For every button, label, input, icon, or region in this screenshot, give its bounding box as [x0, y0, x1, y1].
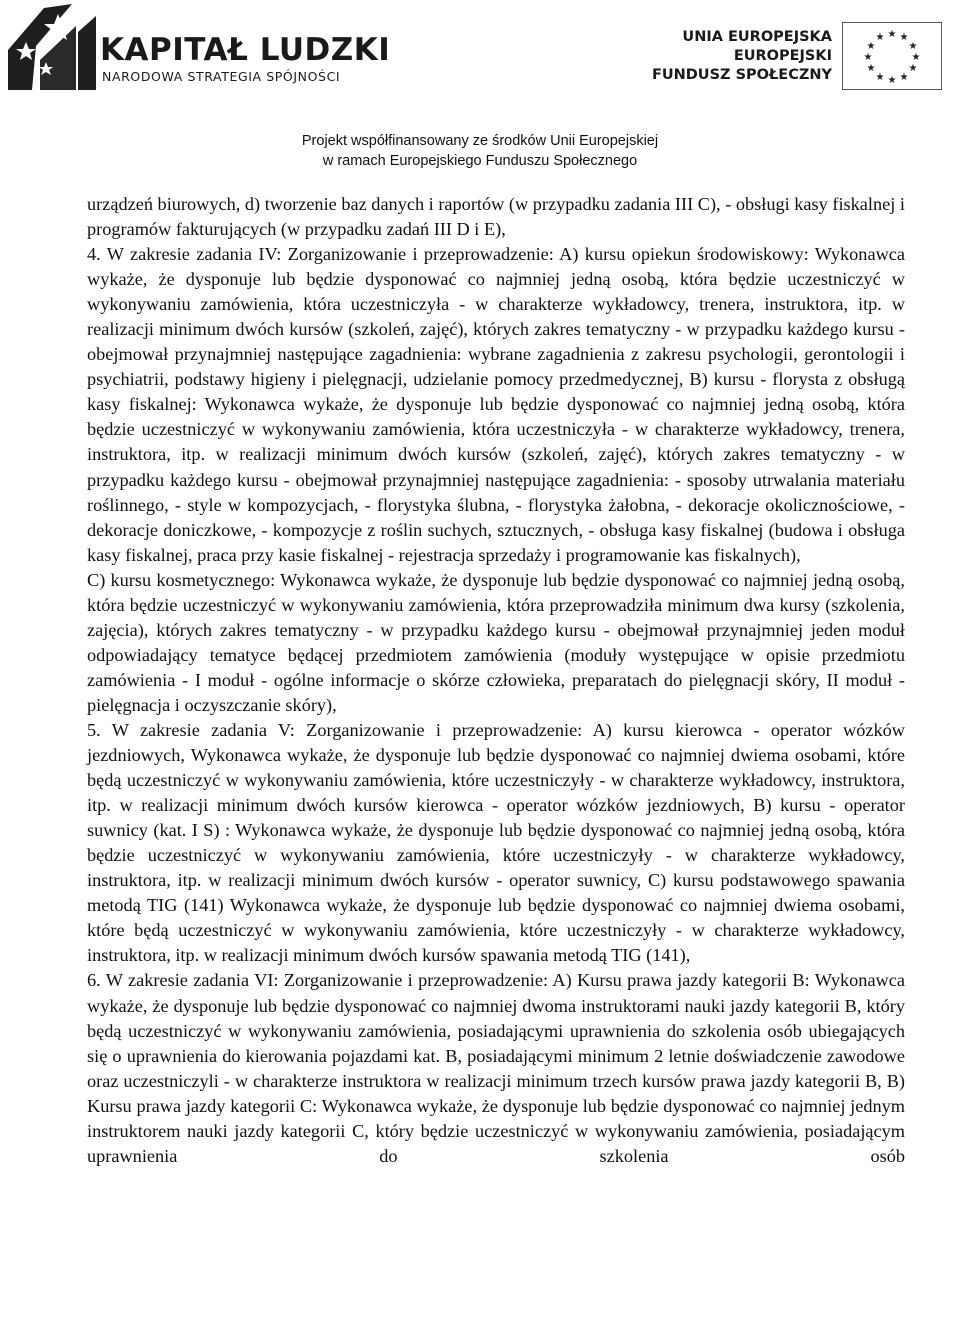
eu-logo-line-1: UNIA EUROPEJSKA: [682, 29, 832, 45]
paragraph-task-vi: 6. W zakresie zadania VI: Zorganizowanie i przeprowadzenie: A) Kursu prawa jazdy kategorii B: Wykonawca wykaże, że dysponuje lub będzie dysponować co najmniej dwoma instruktorami nauki jazdy kategorii B, który będą uczestniczyć w wykonywaniu zamówienia, posiadającymi uprawnienia do szkolenia osób ubiegających się o uprawnienia do kierowania pojazdami kat. B, posiadającymi minimum 2 letnie doświadczenie zawodowe oraz uczestniczyli - w charakterze instruktora w realizacji minimum trzech kursów prawa jazdy kategorii B, B) Kursu prawa jazdy kategorii C: Wykonawca wykaże, że dysponuje lub będzie dysponować co najmniej jednym instruktorem nauki jazdy kategorii C, który będzie uczestniczyć w wykonywaniu zamówienia, posiadającym uprawnienia do szkolenia osób: [87, 970, 905, 1166]
svg-text:★: ★: [908, 63, 918, 74]
document-body: [87, 192, 905, 1169]
svg-text:★: ★: [875, 72, 885, 83]
paragraph-task-v: 5. W zakresie zadania V: Zorganizowanie i przeprowadzenie: A) kursu kierowca - operator wózków jezdniowych, Wykonawca wykaże, że dysponuje lub będzie dysponować co najmniej dwiema osobami, które będą uczestniczyć w wykonywaniu zamówienia, które uczestniczyły - w charakterze wykładowcy, instruktora, itp. w realizacji minimum dwóch kursów kierowca - operator wózków jezdniowych, B) kursu - operator suwnicy (kat. I S) : Wykonawca wykaże, że dysponuje lub będzie dysponować co najmniej jedną osobą, która będzie uczestniczyć w wykonywaniu zamówienia, które uczestniczyły - w charakterze wykładowcy, instruktora, itp. w realizacji minimum dwóch kursów - operator suwnicy, C) kursu podstawowego spawania metodą TIG (141) Wykonawca wykaże, że dysponuje lub będzie dysponować co najmniej dwiema osobami, które będą uczestniczyć w wykonywaniu zamówienia, które uczestniczyły - w charakterze wykładowcy, instruktora, itp. w realizacji minimum dwóch kursów spawania metodą TIG (141),: [87, 719, 905, 966]
svg-text:★: ★: [887, 75, 897, 86]
page-header: [0, 0, 960, 175]
kapital-ludzki-title: KAPITAŁ LUDZKI: [100, 32, 391, 68]
paragraph-task-iv: 4. W zakresie zadania IV: Zorganizowanie i przeprowadzenie: A) kursu opiekun środowiskowy: Wykonawca wykaże, że dysponuje lub będzie dysponować co najmniej jedną osobą, która będzie uczestniczyć w wykonywaniu zamówienia, która uczestniczyła - w charakterze wykładowcy, trenera, instruktora, itp. w realizacji minimum dwóch kursów (szkoleń, zajęć), których zakres tematyczny - w przypadku każdego kursu - obejmował przynajmniej następujące zagadnienia: wybrane zagadnienia z zakresu psychologii, gerontologii i psychiatrii, podstawy higieny i pielęgnacji, udzielanie pomocy przedmedycznej, B) kursu - florysta z obsługą kasy fiskalnej: Wykonawca wykaże, że dysponuje lub będzie dysponować co najmniej jedną osobą, która będzie uczestniczyć w wykonywaniu zamówienia, która uczestniczyła - w charakterze wykładowcy, trenera, instruktora, itp. w realizacji minimum dwóch kursów (szkoleń, zajęć), których zakres tematyczny - w przypadku każdego kursu - obejmował przynajmniej następujące zagadnienia: - sposoby utrwalania materiału roślinnego, - style w kompozycjach, - florystyka ślubna, - florystyka żałobna, - dekoracje okolicznościowe, - dekoracje doniczkowe, - kompozycje z roślin suchych, sztucznych, - obsługa kasy fiskalnej (budowa i obsługa kasy fiskalnej, praca przy kasie fiskalnej - rejestracja sprzedaży i programowanie kas fiskalnych),: [87, 244, 905, 565]
paragraph-1: urządzeń biurowych, d) tworzenie baz danych i raportów (w przypadku zadania III C), - obsługi kasy fiskalnej i programów fakturujących (w przypadku zadań III D i E),: [87, 194, 905, 240]
eu-logo: [640, 22, 960, 92]
svg-text:★: ★: [863, 52, 873, 63]
svg-text:★: ★: [899, 72, 909, 83]
svg-text:★: ★: [887, 29, 897, 40]
kapital-ludzki-subtitle: NARODOWA STRATEGIA SPÓJNOŚCI: [102, 69, 341, 84]
cofinancing-line-1: Projekt współfinansowany ze środków Unii Europejskiej: [301, 133, 659, 149]
kapital-ludzki-emblem-icon: [6, 2, 98, 92]
svg-text:★: ★: [899, 32, 909, 43]
svg-text:★: ★: [866, 63, 876, 74]
eu-logo-line-3: FUNDUSZ SPOŁECZNY: [651, 67, 832, 83]
svg-text:★: ★: [866, 41, 876, 52]
cofinancing-notice: [0, 131, 960, 171]
cofinancing-line-2: w ramach Europejskiego Funduszu Społecznego: [322, 153, 638, 169]
eu-logo-line-2: EUROPEJSKI: [733, 48, 832, 64]
svg-text:★: ★: [875, 32, 885, 43]
eu-logo-text: [652, 28, 832, 85]
svg-text:★: ★: [911, 52, 921, 63]
kapital-ludzki-logo: [6, 2, 391, 92]
svg-text:★: ★: [908, 41, 918, 52]
eu-stars-flag-icon: [842, 22, 942, 90]
paragraph-task-iv-c: C) kursu kosmetycznego: Wykonawca wykaże, że dysponuje lub będzie dysponować co najmniej jedną osobą, która będzie uczestniczyć w wykonywaniu zamówienia, która przeprowadziła minimum dwa kursy (szkolenia, zajęcia), których zakres tematyczny - w przypadku każdego kursu - obejmował przynajmniej jeden moduł odpowiadający tematyce będącej przedmiotem zamówienia (moduły występujące w opisie przedmiotu zamówienia - I moduł - ogólne informacje o skórze człowieka, preparatach do pielęgnacji skóry, II moduł - pielęgnacja i oczyszczanie skóry),: [87, 569, 905, 715]
